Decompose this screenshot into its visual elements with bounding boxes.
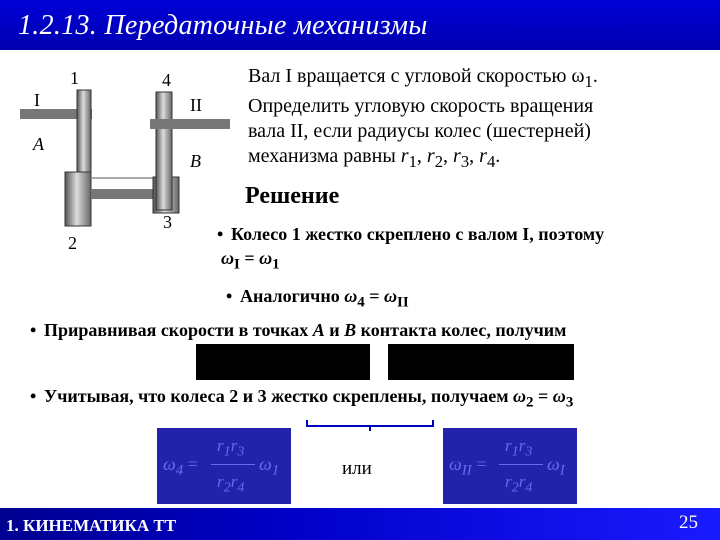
footer-section-label: 1. КИНЕМАТИКА ТТ [6, 516, 177, 535]
bullet-similarly: • Аналогично $\omega_4 = \omega_{II}$ [226, 286, 409, 311]
wheel-4 [156, 92, 172, 210]
equation-box-A [196, 344, 370, 380]
bullet-rigid-wheels: • Учитывая, что колеса 2 и 3 жестко скреплены, получаем $\omega_2 = \omega_3$ [30, 386, 574, 411]
label-wheel-1: 1 [70, 68, 79, 88]
equation-box-B [388, 344, 574, 380]
shaft-II [150, 119, 230, 129]
label-wheel-4: 4 [162, 70, 171, 90]
label-shaft-I: I [34, 90, 40, 110]
wheel-2 [65, 172, 91, 226]
slide-title: 1.2.13. Передаточные механизмы [18, 10, 428, 41]
label-wheel-2: 2 [68, 233, 77, 253]
page-number: 25 [679, 512, 698, 533]
bullet-wheel1: • Колесо 1 жестко скреплено с валом I, поэтому $\omega_I = \omega_1$ [217, 224, 605, 273]
solution-heading: Решение [245, 183, 340, 209]
underline-bracket-mark [305, 418, 435, 432]
problem-statement: Вал I вращается с угловой скоростью $\omega_1$. Определить угловую скорость вращения вала II, если радиусы колес (шестерней) механизма равны $r_1$, $r_2$, $r_3$, $r_4$. [248, 65, 598, 171]
label-shaft-II: II [190, 95, 202, 115]
formula-left: $\omega_4$ = $r_1r_3$ $r_2r_4$ $\omega_1$ [157, 428, 291, 504]
label-point-A: A [33, 134, 44, 154]
label-point-B: B [190, 151, 201, 171]
or-label: или [342, 458, 372, 479]
formula-right: $\omega_{II}$ = $r_1r_3$ $r_2r_4$ $\omega_I$ [443, 428, 577, 504]
bullet-equate-speeds: • Приравнивая скорости в точках A и B контакта колес, получим [30, 320, 567, 340]
label-wheel-3: 3 [163, 212, 172, 232]
